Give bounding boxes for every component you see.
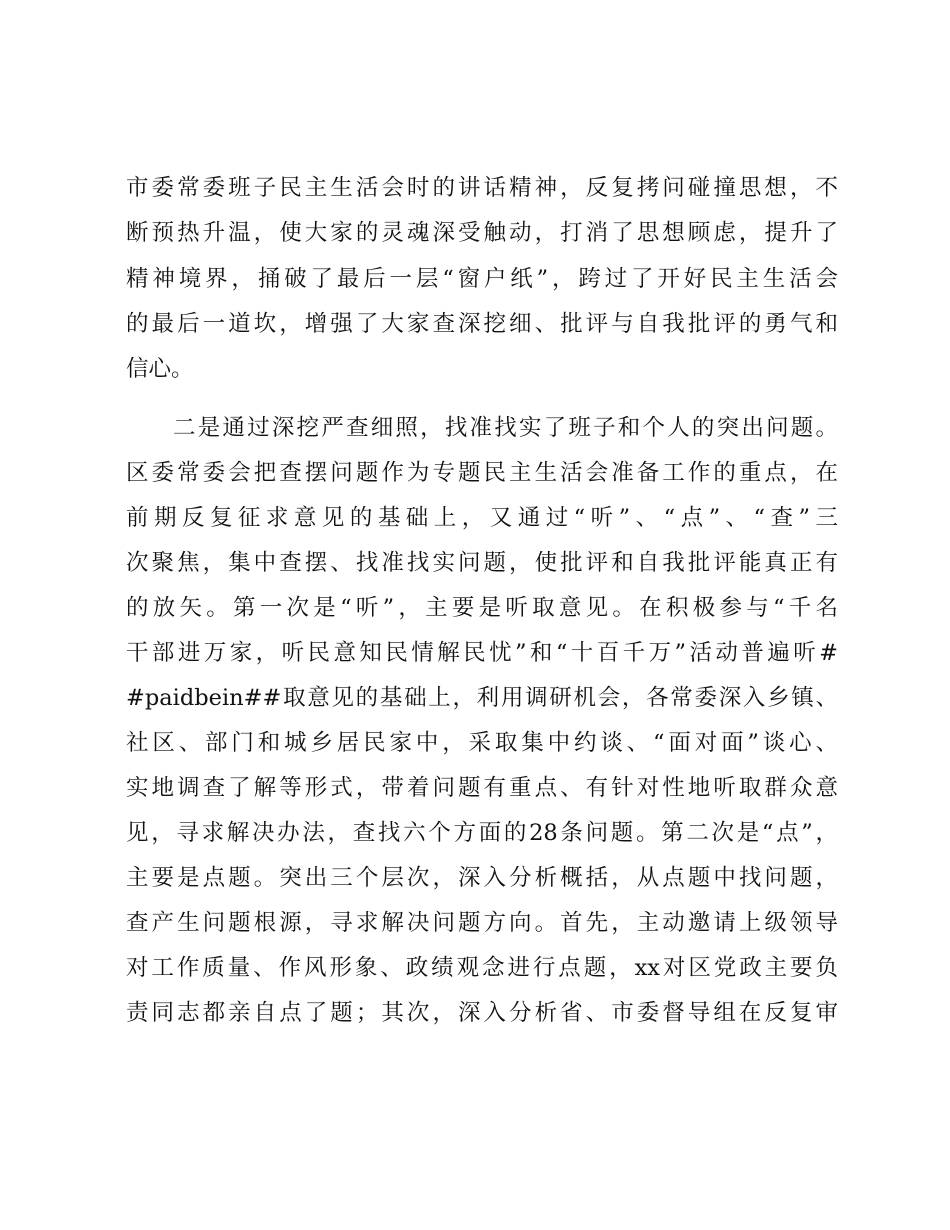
text-line: 见，寻求解决办法，查找六个方面的28条问题。第二次是“点”， [126, 820, 838, 846]
text-line: 前期反复征求意见的基础上，又通过“听”、“点”、“查”三 [126, 505, 838, 531]
text-line: 断预热升温，使大家的灵魂深受触动，打消了思想顾虑，提升了 [126, 220, 838, 246]
text-line: 实地调查了解等形式，带着问题有重点、有针对性地听取群众意 [126, 775, 838, 801]
text-line: 信心。 [126, 356, 194, 382]
text-line: 主要是点题。突出三个层次，深入分析概括，从点题中找问题， [126, 865, 838, 891]
text-line: 次聚焦，集中查摆、找准找实问题，使批评和自我批评能真正有 [126, 550, 838, 576]
text-line: 社区、部门和城乡居民家中，采取集中约谈、“面对面”谈心、 [126, 730, 838, 756]
text-line: 精神境界，捅破了最后一层“窗户纸”，跨过了开好民主生活会 [126, 266, 838, 292]
text-line: 责同志都亲自点了题；其次，深入分析省、市委督导组在反复审 [126, 1000, 838, 1026]
text-line: #paidbein##取意见的基础上，利用调研机会，各常委深入乡镇、 [126, 685, 838, 711]
text-line: 市委常委班子民主生活会时的讲话精神，反复拷问碰撞思想，不 [126, 175, 838, 201]
text-line: 的最后一道坎，增强了大家查深挖细、批评与自我批评的勇气和 [126, 311, 838, 337]
text-line: 的放矢。第一次是“听”，主要是听取意见。在积极参与“千名 [126, 595, 838, 621]
text-line: 区委常委会把查摆问题作为专题民主生活会准备工作的重点，在 [126, 460, 838, 486]
text-line: 二是通过深挖严查细照，找准找实了班子和个人的突出问题。 [173, 415, 838, 441]
text-line: 对工作质量、作风形象、政绩观念进行点题，xx对区党政主要负 [126, 955, 838, 981]
text-line: 干部进万家，听民意知民情解民忧”和“十百千万”活动普遍听# [126, 640, 838, 666]
text-line: 查产生问题根源，寻求解决问题方向。首先，主动邀请上级领导 [126, 910, 838, 936]
